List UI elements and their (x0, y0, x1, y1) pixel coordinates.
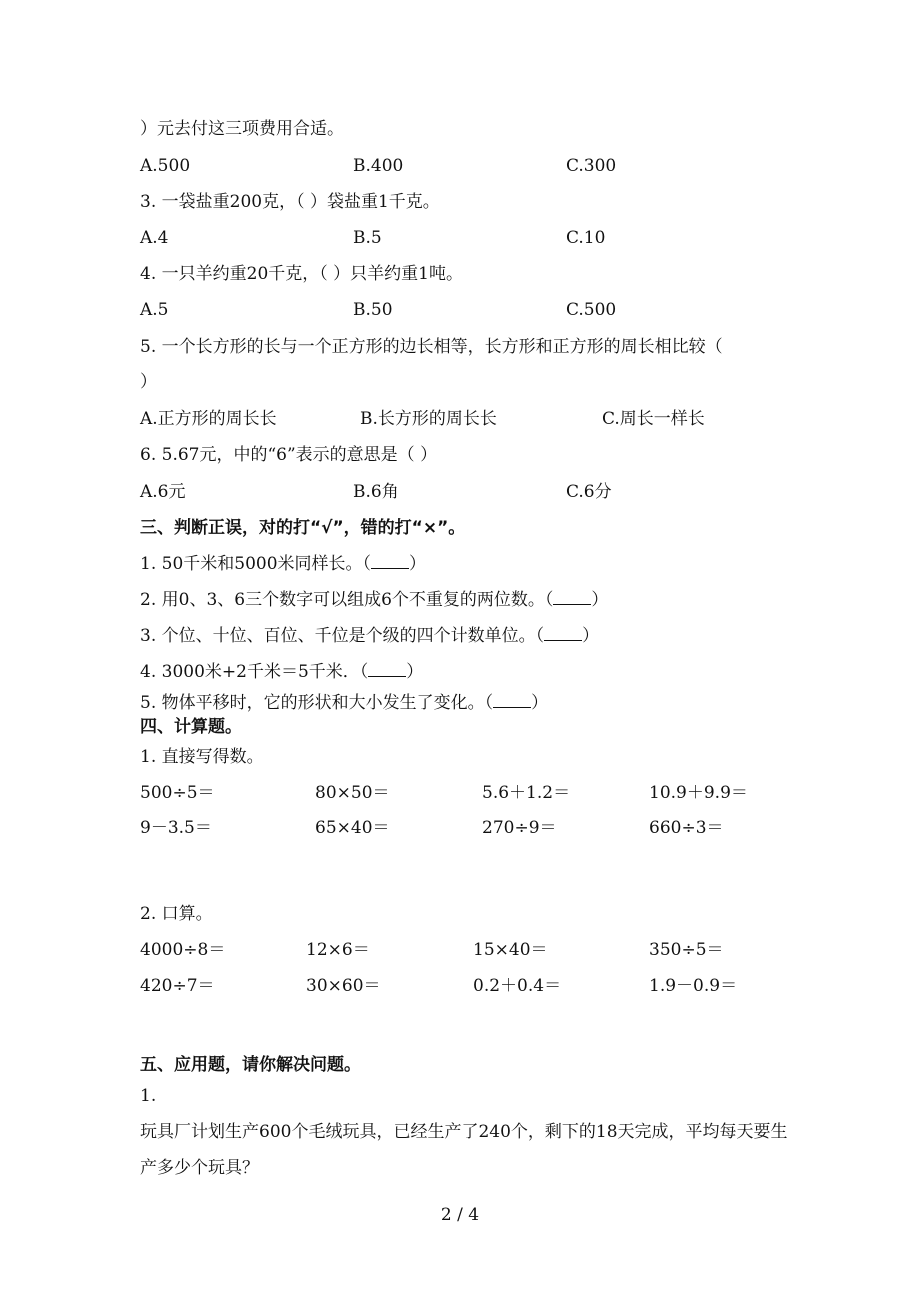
question-3-option-c: C.10 (566, 228, 606, 248)
question-5-option-a: A.正方形的周长长 (140, 409, 277, 429)
question-3-option-a: A.4 (140, 228, 169, 248)
question-6-option-a: A.6元 (140, 482, 186, 502)
judge-item-4-close: ） (406, 662, 424, 682)
answer-blank (553, 590, 591, 605)
calc-item: 500÷5＝ (140, 783, 215, 803)
judge-item-2-text: 2. 用0、3、6三个数字可以组成6个不重复的两位数。（ (140, 590, 554, 610)
question-6-text: 6. 5.67元，中的“6”表示的意思是（ ） (140, 445, 438, 465)
word-problem-1-number: 1. (140, 1086, 157, 1106)
calc-item: 12×6＝ (306, 940, 370, 960)
page-number: 2 / 4 (440, 1205, 480, 1225)
calc-item: 350÷5＝ (649, 940, 724, 960)
calc-item: 10.9＋9.9＝ (649, 783, 748, 803)
question-4-option-a: A.5 (140, 300, 169, 320)
question-5-option-b: B.长方形的周长长 (360, 409, 497, 429)
question-5-option-c: C.周长一样长 (602, 409, 705, 429)
judge-item-2-close: ） (591, 590, 609, 610)
calc-item: 80×50＝ (315, 783, 390, 803)
calc-q2-label: 2. 口算。 (140, 904, 213, 924)
judge-item-3 (140, 625, 599, 647)
question-2-continuation: ）元去付这三项费用合适。 (140, 119, 344, 139)
question-3-text: 3. 一袋盐重200克，（ ）袋盐重1千克。 (140, 192, 440, 212)
judge-item-1-close: ） (409, 554, 427, 574)
calc-item: 65×40＝ (315, 818, 390, 838)
judge-item-5-text: 5. 物体平移时，它的形状和大小发生了变化。（ (140, 693, 494, 713)
calc-item: 30×60＝ (306, 976, 381, 996)
judge-item-3-close: ） (582, 626, 600, 646)
answer-blank (493, 693, 531, 708)
question-6-option-c: C.6分 (566, 482, 612, 502)
question-3-option-b: B.5 (353, 228, 382, 248)
section-4-heading: 四、计算题。 (140, 717, 242, 737)
answer-blank (371, 554, 409, 569)
calc-item: 9－3.5＝ (140, 818, 212, 838)
question-4-option-c: C.500 (566, 300, 617, 320)
judge-item-3-text: 3. 个位、十位、百位、千位是个级的四个计数单位。（ (140, 626, 545, 646)
question-2-option-c: C.300 (566, 156, 617, 176)
judge-item-4-text: 4. 3000米+2千米＝5千米．（ (140, 662, 369, 682)
section-5-heading: 五、应用题，请你解决问题。 (140, 1055, 361, 1075)
calc-q1-label: 1. 直接写得数。 (140, 747, 264, 767)
question-5-text-continued: ） (140, 372, 157, 392)
calc-item: 660÷3＝ (649, 818, 724, 838)
judge-item-1 (140, 553, 426, 575)
question-2-option-a: A.500 (140, 156, 191, 176)
question-6-option-b: B.6角 (353, 482, 399, 502)
calc-item: 5.6＋1.2＝ (482, 783, 571, 803)
judge-item-4 (140, 661, 423, 683)
calc-item: 270÷9＝ (482, 818, 557, 838)
question-2-option-b: B.400 (353, 156, 404, 176)
question-4-text: 4. 一只羊约重20千克，（ ）只羊约重1吨。 (140, 264, 463, 284)
calc-item: 1.9－0.9＝ (649, 976, 738, 996)
section-3-heading: 三、判断正误，对的打“√”，错的打“×”。 (140, 518, 466, 538)
judge-item-1-text: 1. 50千米和5000米同样长。（ (140, 554, 372, 574)
word-problem-1-text: 玩具厂计划生产600个毛绒玩具，已经生产了240个，剩下的18天完成，平均每天要生产多少个玩具？ (140, 1122, 788, 1178)
answer-blank (368, 662, 406, 677)
calc-item: 0.2＋0.4＝ (473, 976, 562, 996)
calc-item: 15×40＝ (473, 940, 548, 960)
question-5-text: 5. 一个长方形的长与一个正方形的边长相等，长方形和正方形的周长相比较（ (140, 337, 723, 357)
judge-item-2 (140, 589, 608, 611)
calc-item: 420÷7＝ (140, 976, 215, 996)
judge-item-5-close: ） (531, 693, 549, 713)
answer-blank (544, 626, 582, 641)
judge-item-5 (140, 692, 548, 714)
question-4-option-b: B.50 (353, 300, 393, 320)
calc-item: 4000÷8＝ (140, 940, 226, 960)
